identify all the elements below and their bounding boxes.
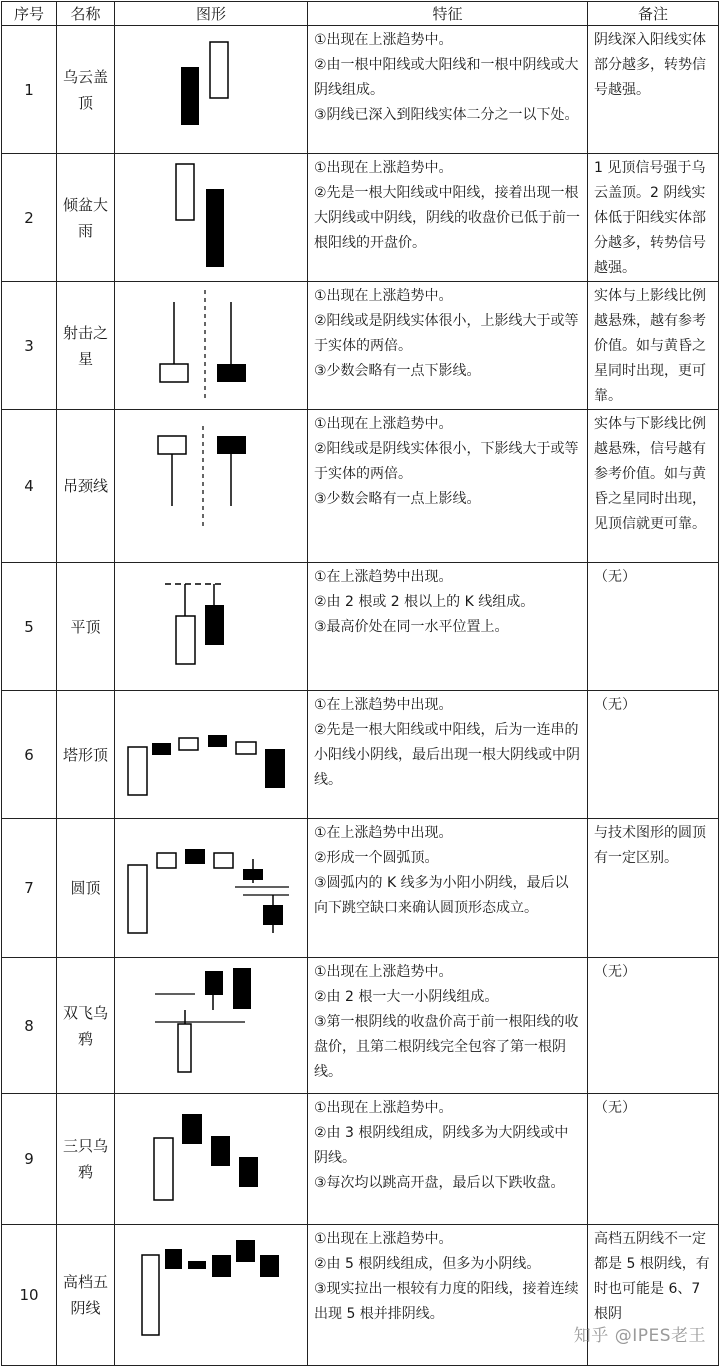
row-index: 5 xyxy=(2,563,57,691)
feature-cell xyxy=(308,410,588,563)
table-row xyxy=(2,819,719,958)
feature-cell xyxy=(308,691,588,819)
bearish-candle xyxy=(233,968,251,1009)
feature-line: ③少数会略有一点下影线。 xyxy=(314,363,481,379)
bullish-candle xyxy=(178,1024,191,1072)
note-cell: 高档五阴线不一定都是 5 根阴线，有时也可能是 6、7 根阴 xyxy=(588,1225,719,1366)
pattern-table xyxy=(1,1,719,1366)
header-row xyxy=(2,2,719,26)
bearish-candle xyxy=(208,735,227,747)
row-index: 9 xyxy=(2,1094,57,1225)
table-row xyxy=(2,26,719,154)
bearish-candle xyxy=(212,1255,231,1277)
pattern-name: 射击之星 xyxy=(57,282,115,410)
row-index: 1 xyxy=(2,26,57,154)
feature-line: ②阳线或是阴线实体很小，上影线大于或等于实体的两倍。 xyxy=(314,313,579,354)
candlestick-figure xyxy=(115,563,307,690)
table-row xyxy=(2,1094,719,1225)
feature-line: ②由 2 根一大一小阴线组成。 xyxy=(314,989,499,1005)
note-cell: 实体与下影线比例越悬殊，信号越有参考价值。如与黄昏之星同时出现，见顶信就更可靠。 xyxy=(588,410,719,563)
candlestick-figure xyxy=(115,819,307,957)
row-index: 6 xyxy=(2,691,57,819)
table-row xyxy=(2,958,719,1094)
table-row xyxy=(2,282,719,410)
feature-line: ①在上涨趋势中出现。 xyxy=(314,569,453,585)
bearish-candle xyxy=(188,1261,206,1269)
table-row xyxy=(2,154,719,282)
bearish-candle xyxy=(205,605,224,645)
pattern-name: 倾盆大雨 xyxy=(57,154,115,282)
feature-cell xyxy=(308,1225,588,1366)
feature-line: ①出现在上涨趋势中。 xyxy=(314,32,453,48)
candlestick-figure xyxy=(115,154,307,281)
note-cell: （无） xyxy=(588,958,719,1094)
bullish-candle xyxy=(176,616,195,664)
feature-cell xyxy=(308,958,588,1094)
feature-line: ③少数会略有一点上影线。 xyxy=(314,491,481,507)
bearish-candle xyxy=(243,869,263,880)
feature-line: ③最高价处在同一水平位置上。 xyxy=(314,619,509,635)
bearish-candle xyxy=(182,1114,202,1144)
pattern-name: 乌云盖顶 xyxy=(57,26,115,154)
candlestick-figure xyxy=(115,1225,307,1365)
header-note: 备注 xyxy=(588,2,719,26)
candlestick-figure xyxy=(115,691,307,818)
pattern-name: 塔形顶 xyxy=(57,691,115,819)
header-index: 序号 xyxy=(2,2,57,26)
note-cell: 阴线深入阳线实体部分越多，转势信号越强。 xyxy=(588,26,719,154)
row-index: 7 xyxy=(2,819,57,958)
feature-cell xyxy=(308,282,588,410)
bearish-candle xyxy=(217,364,246,382)
feature-cell xyxy=(308,1094,588,1225)
bearish-candle xyxy=(165,1249,182,1269)
bearish-candle xyxy=(236,1240,255,1262)
pattern-figure xyxy=(115,1225,308,1366)
pattern-figure xyxy=(115,563,308,691)
candlestick-figure xyxy=(115,410,307,562)
feature-line: ①出现在上涨趋势中。 xyxy=(314,160,453,176)
pattern-figure xyxy=(115,26,308,154)
feature-cell xyxy=(308,26,588,154)
note-cell: 1 见顶信号强于乌云盖顶。2 阴线实体低于阳线实体部分越多，转势信号越强。 xyxy=(588,154,719,282)
feature-line: ②先是一根大阳线或中阳线，接着出现一根大阴线或中阴线，阴线的收盘价已低于前一根阳线的开盘价。 xyxy=(314,185,580,251)
bearish-candle xyxy=(181,67,199,125)
feature-line: ③阴线已深入到阳线实体二分之一以下处。 xyxy=(314,107,579,123)
bearish-candle xyxy=(260,1255,279,1277)
feature-line: ②由 2 根或 2 根以上的 K 线组成。 xyxy=(314,594,535,610)
row-index: 2 xyxy=(2,154,57,282)
feature-cell xyxy=(308,154,588,282)
bullish-candle xyxy=(214,853,233,868)
bearish-candle xyxy=(185,849,205,864)
candlestick-figure xyxy=(115,958,307,1093)
feature-line: ①出现在上涨趋势中。 xyxy=(314,288,453,304)
header-feature: 特征 xyxy=(308,2,588,26)
pattern-figure xyxy=(115,154,308,282)
watermark: 知乎 @IPES老王 xyxy=(573,1326,706,1346)
feature-line: ③现实拉出一根较有力度的阳线，接着连续出现 5 根并排阴线。 xyxy=(314,1281,579,1322)
bullish-candle xyxy=(158,436,186,454)
feature-line: ①在上涨趋势中出现。 xyxy=(314,697,453,713)
feature-line: ②由 5 根阴线组成，但多为小阴线。 xyxy=(314,1256,541,1272)
bearish-candle xyxy=(217,436,246,454)
bullish-candle xyxy=(128,865,147,933)
row-index: 3 xyxy=(2,282,57,410)
pattern-figure xyxy=(115,691,308,819)
candlestick-figure xyxy=(115,282,307,409)
feature-line: ③圆弧内的 K 线多为小阳小阴线，最后以向下跳空缺口来确认圆顶形态成立。 xyxy=(314,875,569,916)
feature-line: ③每次均以跳高开盘，最后以下跌收盘。 xyxy=(314,1175,565,1191)
pattern-figure xyxy=(115,410,308,563)
note-cell: 与技术图形的圆顶有一定区别。 xyxy=(588,819,719,958)
feature-line: ①出现在上涨趋势中。 xyxy=(314,416,453,432)
bullish-candle xyxy=(236,742,256,754)
pattern-figure xyxy=(115,282,308,410)
pattern-name: 双飞乌鸦 xyxy=(57,958,115,1094)
pattern-name: 吊颈线 xyxy=(57,410,115,563)
bullish-candle xyxy=(160,364,188,382)
pattern-figure xyxy=(115,819,308,958)
bullish-candle xyxy=(154,1138,173,1200)
pattern-figure xyxy=(115,958,308,1094)
feature-line: ①出现在上涨趋势中。 xyxy=(314,964,453,980)
bearish-candle xyxy=(239,1157,258,1187)
feature-line: ①出现在上涨趋势中。 xyxy=(314,1231,453,1247)
bullish-candle xyxy=(179,738,198,750)
feature-line: ②由 3 根阴线组成，阴线多为大阴线或中阴线。 xyxy=(314,1125,569,1166)
bullish-candle xyxy=(157,853,176,868)
bearish-candle xyxy=(152,743,171,755)
header-figure: 图形 xyxy=(115,2,308,26)
bearish-candle xyxy=(206,189,224,267)
pattern-name: 平顶 xyxy=(57,563,115,691)
bearish-candle xyxy=(205,971,223,995)
table-row xyxy=(2,691,719,819)
bearish-candle xyxy=(211,1136,230,1166)
candlestick-figure xyxy=(115,26,307,153)
feature-line: ①在上涨趋势中出现。 xyxy=(314,825,453,841)
feature-line: ②阳线或是阴线实体很小，下影线大于或等于实体的两倍。 xyxy=(314,441,579,482)
table-row xyxy=(2,410,719,563)
bullish-candle xyxy=(128,747,147,795)
row-index: 8 xyxy=(2,958,57,1094)
bearish-candle xyxy=(263,905,283,925)
bullish-candle xyxy=(210,42,228,98)
note-cell: 实体与上影线比例越悬殊，越有参考价值。如与黄昏之星同时出现，更可靠。 xyxy=(588,282,719,410)
note-cell: （无） xyxy=(588,691,719,819)
pattern-name: 高档五阴线 xyxy=(57,1225,115,1366)
feature-cell xyxy=(308,819,588,958)
pattern-name: 三只乌鸦 xyxy=(57,1094,115,1225)
candlestick-figure xyxy=(115,1094,307,1224)
bearish-candle xyxy=(265,749,285,788)
feature-line: ②由一根中阳线或大阳线和一根中阴线或大阴线组成。 xyxy=(314,57,579,98)
note-cell: （无） xyxy=(588,563,719,691)
pattern-name: 圆顶 xyxy=(57,819,115,958)
row-index: 10 xyxy=(2,1225,57,1366)
header-name: 名称 xyxy=(57,2,115,26)
feature-line: ②形成一个圆弧顶。 xyxy=(314,850,439,866)
bullish-candle xyxy=(176,164,194,220)
feature-line: ②先是一根大阳线或中阳线，后为一连串的小阳线小阴线，最后出现一根大阴线或中阴线。 xyxy=(314,722,580,788)
note-cell: （无） xyxy=(588,1094,719,1225)
table-row xyxy=(2,563,719,691)
feature-line: ③第一根阴线的收盘价高于前一根阳线的收盘价，且第二根阴线完全包容了第一根阴线。 xyxy=(314,1014,579,1080)
feature-cell xyxy=(308,563,588,691)
pattern-figure xyxy=(115,1094,308,1225)
row-index: 4 xyxy=(2,410,57,563)
bullish-candle xyxy=(142,1255,159,1335)
feature-line: ①出现在上涨趋势中。 xyxy=(314,1100,453,1116)
